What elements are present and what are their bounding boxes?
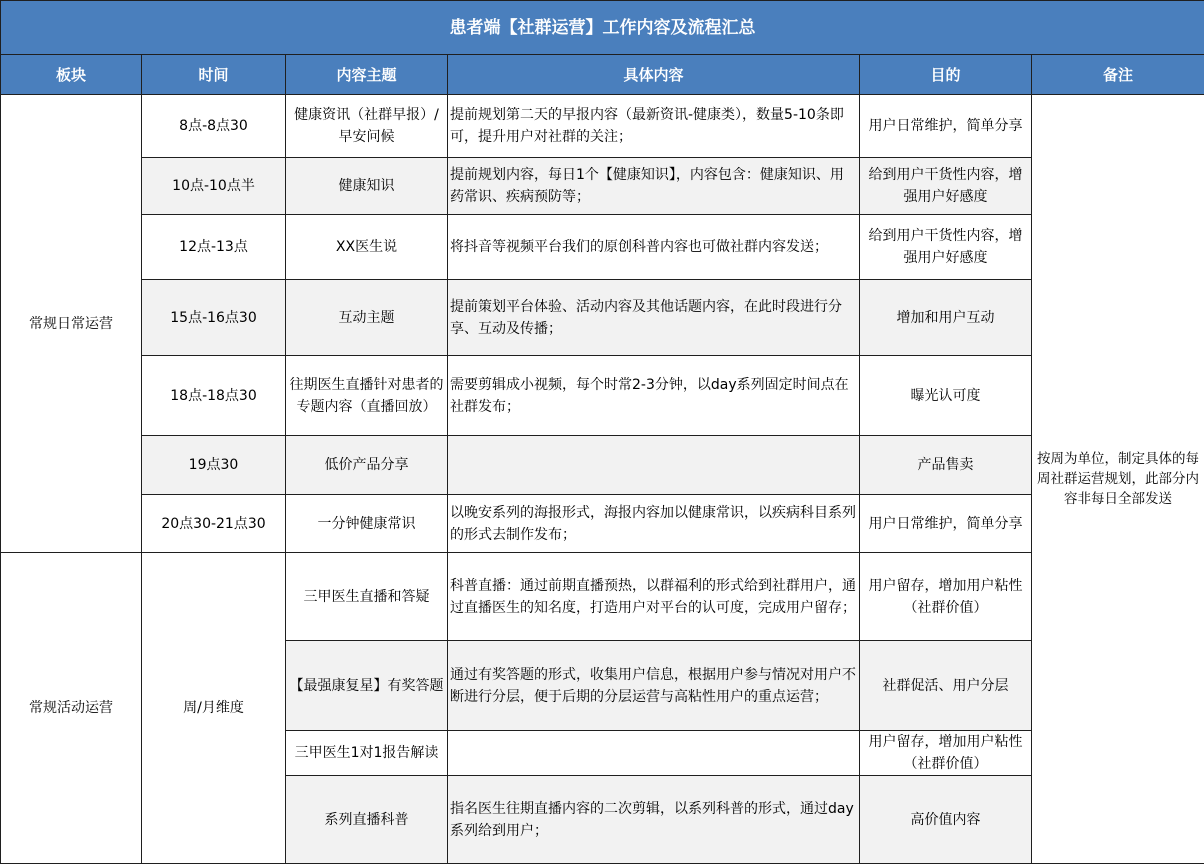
table-row xyxy=(1,215,1204,280)
time-cell: 8点-8点30 xyxy=(142,95,286,158)
content-cell: 提前规划内容，每日1个【健康知识】，内容包含：健康知识、用药常识、疾病预防等； xyxy=(448,158,860,215)
purpose-cell: 用户日常维护，简单分享 xyxy=(860,495,1032,553)
purpose-cell: 用户留存，增加用户粘性（社群价值） xyxy=(860,731,1032,776)
table-row xyxy=(1,356,1204,436)
header-purpose: 目的 xyxy=(860,55,1032,95)
header-row xyxy=(1,55,1204,95)
header-theme: 内容主题 xyxy=(286,55,448,95)
content-cell: 科普直播：通过前期直播预热，以群福利的形式给到社群用户，通过直播医生的知名度，打造用户对平台的认可度，完成用户留存； xyxy=(448,553,860,641)
header-content: 具体内容 xyxy=(448,55,860,95)
purpose-cell: 给到用户干货性内容，增强用户好感度 xyxy=(860,158,1032,215)
header-board: 板块 xyxy=(1,55,142,95)
theme-cell: 三甲医生直播和答疑 xyxy=(286,553,448,641)
time-cell: 周/月维度 xyxy=(142,553,286,864)
purpose-cell: 社群促活、用户分层 xyxy=(860,641,1032,731)
time-cell: 10点-10点半 xyxy=(142,158,286,215)
time-cell: 20点30-21点30 xyxy=(142,495,286,553)
time-cell: 18点-18点30 xyxy=(142,356,286,436)
theme-cell: XX医生说 xyxy=(286,215,448,280)
content-cell: 指名医生往期直播内容的二次剪辑，以系列科普的形式，通过day系列给到用户； xyxy=(448,776,860,864)
theme-cell: 低价产品分享 xyxy=(286,436,448,495)
content-cell xyxy=(448,731,860,776)
theme-cell: 一分钟健康常识 xyxy=(286,495,448,553)
table-title: 患者端【社群运营】工作内容及流程汇总 xyxy=(1,1,1204,55)
purpose-cell: 给到用户干货性内容，增强用户好感度 xyxy=(860,215,1032,280)
theme-cell: 三甲医生1对1报告解读 xyxy=(286,731,448,776)
purpose-cell: 用户日常维护，简单分享 xyxy=(860,95,1032,158)
content-cell: 以晚安系列的海报形式，海报内容加以健康常识，以疾病科目系列的形式去制作发布； xyxy=(448,495,860,553)
theme-cell: 健康知识 xyxy=(286,158,448,215)
purpose-cell: 用户留存，增加用户粘性（社群价值） xyxy=(860,553,1032,641)
theme-cell: 健康资讯（社群早报）/早安问候 xyxy=(286,95,448,158)
content-cell: 提前规划第二天的早报内容（最新资讯-健康类），数量5-10条即可，提升用户对社群的关注； xyxy=(448,95,860,158)
table-row xyxy=(1,436,1204,495)
content-cell: 需要剪辑成小视频，每个时常2-3分钟，以day系列固定时间点在社群发布； xyxy=(448,356,860,436)
table-row xyxy=(1,158,1204,215)
theme-cell: 系列直播科普 xyxy=(286,776,448,864)
title-row xyxy=(1,1,1204,55)
purpose-cell: 产品售卖 xyxy=(860,436,1032,495)
content-cell: 通过有奖答题的形式，收集用户信息，根据用户参与情况对用户不断进行分层，便于后期的分层运营与高粘性用户的重点运营； xyxy=(448,641,860,731)
table-row xyxy=(1,495,1204,553)
content-cell: 将抖音等视频平台我们的原创科普内容也可做社群内容发送； xyxy=(448,215,860,280)
purpose-cell: 增加和用户互动 xyxy=(860,280,1032,356)
theme-cell: 互动主题 xyxy=(286,280,448,356)
board-activity: 常规活动运营 xyxy=(1,553,142,864)
time-cell: 19点30 xyxy=(142,436,286,495)
header-note: 备注 xyxy=(1032,55,1204,95)
table-row xyxy=(1,280,1204,356)
header-time: 时间 xyxy=(142,55,286,95)
board-daily: 常规日常运营 xyxy=(1,95,142,553)
theme-cell: 往期医生直播针对患者的专题内容（直播回放） xyxy=(286,356,448,436)
content-cell: 提前策划平台体验、活动内容及其他话题内容，在此时段进行分享、互动及传播； xyxy=(448,280,860,356)
purpose-cell: 高价值内容 xyxy=(860,776,1032,864)
purpose-cell: 曝光认可度 xyxy=(860,356,1032,436)
time-cell: 12点-13点 xyxy=(142,215,286,280)
table-row xyxy=(1,95,1204,158)
table-row xyxy=(1,553,1204,641)
time-cell: 15点-16点30 xyxy=(142,280,286,356)
theme-cell: 【最强康复星】有奖答题 xyxy=(286,641,448,731)
note-cell: 按周为单位，制定具体的每周社群运营规划，此部分内容非每日全部发送 xyxy=(1032,95,1204,864)
content-cell xyxy=(448,436,860,495)
